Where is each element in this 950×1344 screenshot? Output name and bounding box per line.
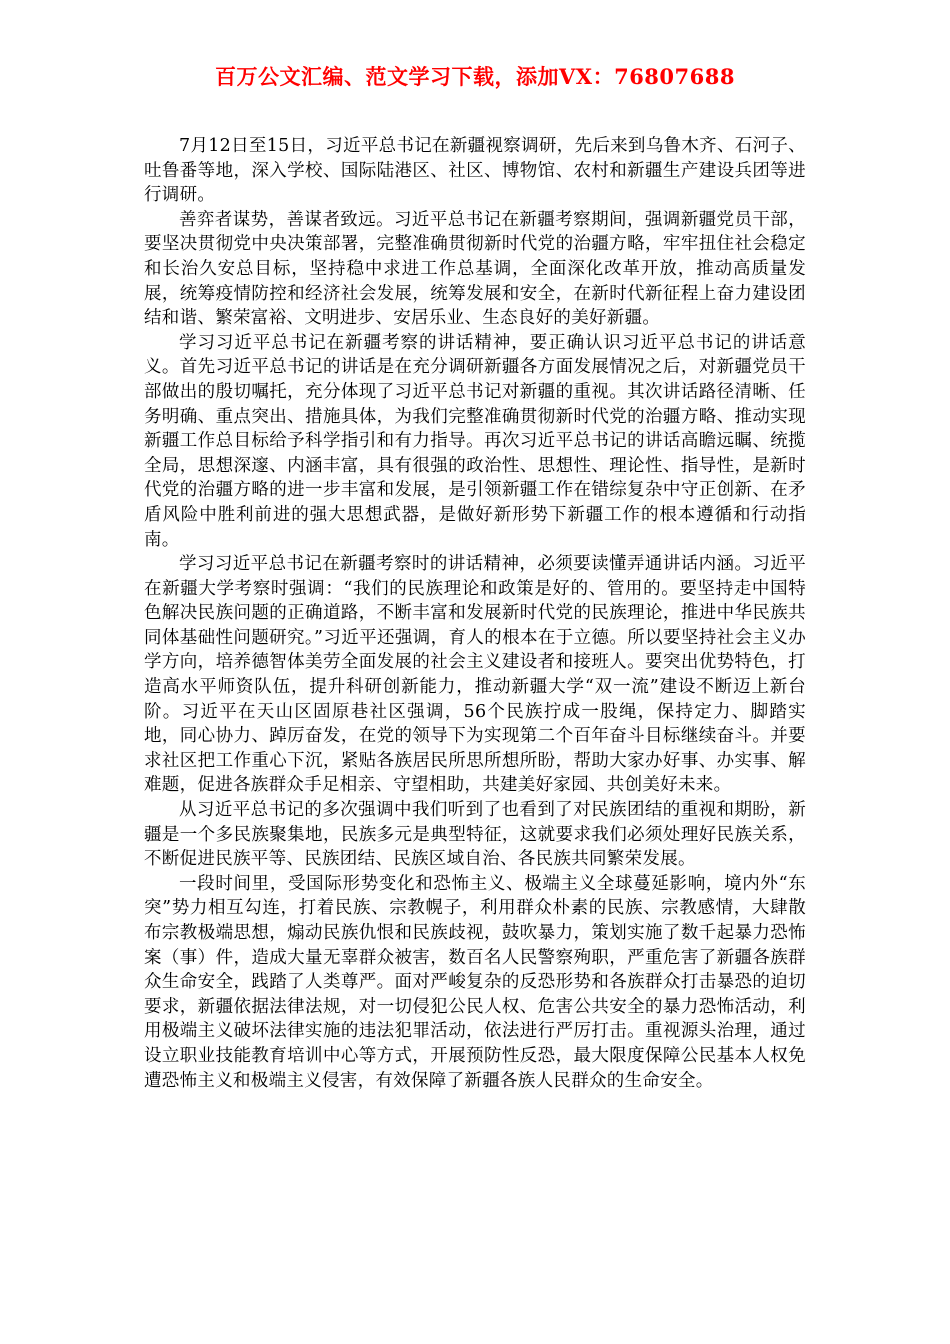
paragraph-speech-significance: 学习习近平总书记在新疆考察的讲话精神，要正确认识习近平总书记的讲话意义。首先习近平总书记的讲话是在充分调研新疆各方面发展情况之后，对新疆党员干部做出的殷切嘱托，充分体现了习近平总书记对新疆的重视。其次讲话路径清晰、任务明确、重点突出、措施具体，为我们完整准确贯彻新时代党的治疆方略、推动实现新疆工作总目标给予科学指引和有力指导。再次习近平总书记的讲话高瞻远瞩、统揽全局，思想深邃、内涵丰富，具有很强的政治性、思想性、理论性、指导性，是新时代党的治疆方略的进一步丰富和发展，是引领新疆工作在错综复杂中守正创新、在矛盾风险中胜利前进的强大思想武器，是做好新形势下新疆工作的根本遵循和行动指南。	[144, 332, 806, 550]
paragraph-speech-content: 学习习近平总书记在新疆考察时的讲话精神，必须要读懂弄通讲话内涵。习近平在新疆大学考察时强调：“我们的民族理论和政策是好的、管用的。要坚持走中国特色解决民族问题的正确道路，不断丰富和发展新时代党的民族理论，推进中华民族共同体基础性问题研究。”习近平还强调，育人的根本在于立德。所以要坚持社会主义办学方向，培养德智体美劳全面发展的社会主义建设者和接班人。要突出优势特色，打造高水平师资队伍，提升科研创新能力，推动新疆大学“双一流”建设不断迈上新台阶。习近平在天山区固原巷社区强调，56个民族拧成一股绳，保持定力、脚踏实地，同心协力、踔厉奋发，在党的领导下为实现第二个百年奋斗目标继续奋斗。并要求社区把工作重心下沉，紧贴各族居民所思所想所盼，帮助大家办好事、办实事、解难题，促进各族群众手足相亲、守望相助，共建美好家园、共创美好未来。	[144, 554, 806, 796]
document-body	[144, 134, 806, 1093]
paragraph-strategy: 善弈者谋势，善谋者致远。习近平总书记在新疆考察期间，强调新疆党员干部，要坚决贯彻党中央决策部署，完整准确贯彻新时代党的治疆方略，牢牢扭住社会稳定和长治久安总目标，坚持稳中求进工作总基调，全面深化改革开放，推动高质量发展，统筹疫情防控和经济社会发展，统筹发展和安全，在新时代新征程上奋力建设团结和谐、繁荣富裕、文明进步、安居乐业、生态良好的美好新疆。	[144, 209, 806, 329]
paragraph-ethnic-unity: 从习近平总书记的多次强调中我们听到了也看到了对民族团结的重视和期盼，新疆是一个多民族聚集地，民族多元是典型特征，这就要求我们必须处理好民族关系，不断促进民族平等、民族团结、民族区域自治、各民族共同繁荣发展。	[144, 800, 806, 870]
promo-header-text: 百万公文汇编、范文学习下载，添加VX：76807688	[215, 64, 735, 89]
paragraph-counter-terrorism: 一段时间里，受国际形势变化和恐怖主义、极端主义全球蔓延影响，境内外“东突”势力相互勾连，打着民族、宗教幌子，利用群众朴素的民族、宗教感情，大肆散布宗教极端思想，煽动民族仇恨和民族歧视，鼓吹暴力，策划实施了数千起暴力恐怖案（事）件，造成大量无辜群众被害，数百名人民警察殉职，严重危害了新疆各族群众生命安全，践踏了人类尊严。面对严峻复杂的反恐形势和各族群众打击暴恐的迫切要求，新疆依据法律法规，对一切侵犯公民人权、危害公共安全的暴力恐怖活动，利用极端主义破坏法律实施的违法犯罪活动，依法进行严厉打击。重视源头治理，通过设立职业技能教育培训中心等方式，开展预防性反恐，最大限度保障公民基本人权免遭恐怖主义和极端主义侵害，有效保障了新疆各族人民群众的生命安全。	[144, 873, 806, 1091]
paragraph-intro: 7月12日至15日，习近平总书记在新疆视察调研，先后来到乌鲁木齐、石河子、吐鲁番等地，深入学校、国际陆港区、社区、博物馆、农村和新疆生产建设兵团等进行调研。	[144, 136, 806, 206]
